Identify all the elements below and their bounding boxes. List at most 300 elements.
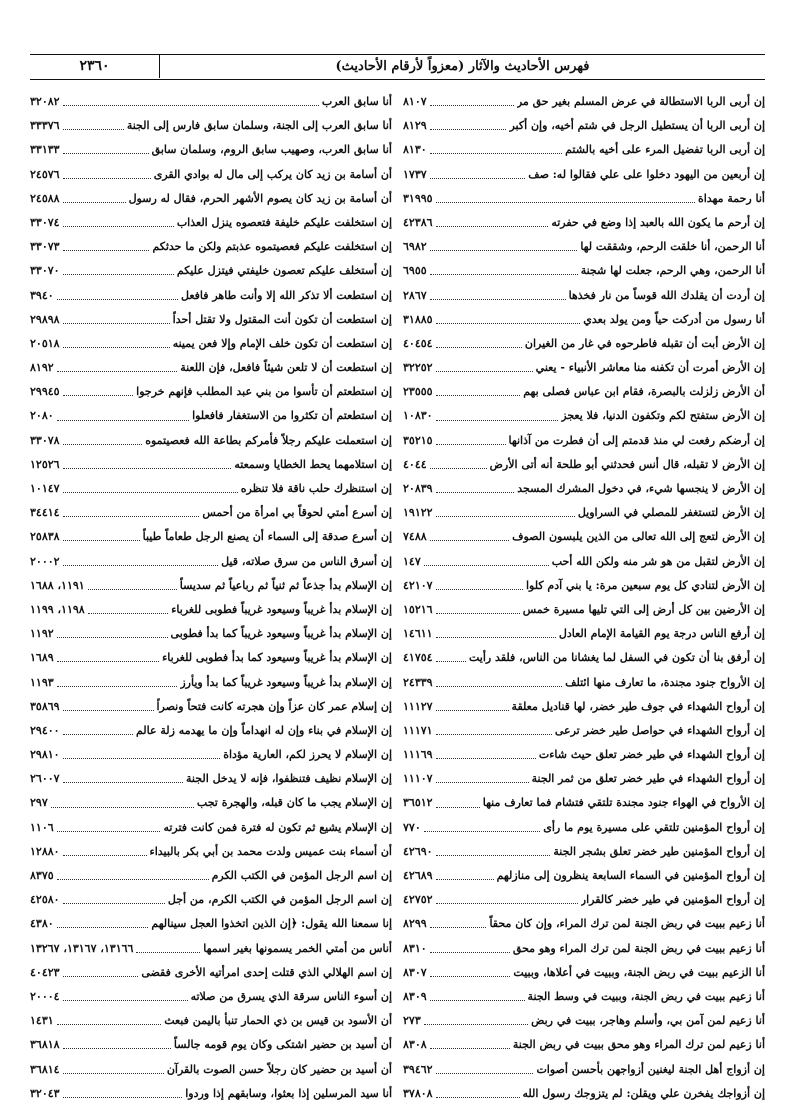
entry-reference: ٢٩٨٩٨ [30,312,60,326]
entry-text: إن أربى الربا أن يستطيل الرجل في شتم أخيه، وإن أكبر [509,119,765,133]
index-entry [30,1033,392,1057]
leader-dots [436,201,695,203]
entry-text: إن أرواح المؤمنين طير خضر تعلق بشجر الجنة [553,844,765,858]
entry-text: إن أرفق بنا أن تكون في السفل لما يغشانا من الناس، فلقد رأيت [469,651,765,665]
index-entry [403,380,765,404]
leader-dots [436,443,506,445]
entry-text: أنا زعيم ببيت في ربض الجنة، وببيت في وسط الجنة [527,989,765,1003]
entry-reference: ٢٨٦٧ [403,288,427,302]
entry-text: إن استخلفت عليكم فعصيتموه عذبتم ولكن ما حدثكم [152,240,392,254]
entry-reference: ١١٩١، ١٦٨٨ [30,578,85,592]
entry-reference: ٨٣٠٩ [403,989,427,1003]
entry-reference: ١٠١٤٧ [30,482,60,495]
leader-dots [430,467,487,469]
leader-dots [57,926,149,928]
leader-dots [63,152,149,154]
entry-text: إن الإسلام يشيع ثم تكون له فترة فمن كانت فترته [163,820,392,834]
entry-text: إن إسلام عمر كان عزاً وإن هجرته كانت فتحاً ونصراً [156,699,392,713]
leader-dots [63,539,140,541]
entry-text: أنا الزعيم ببيت في ربض الجنة، وببيت في أعلاها، وببيت [513,965,765,979]
entry-reference: ٣٩٤٠ [30,288,54,302]
entry-text: إن الأرض لتستغفر للمصلي في السراويل [577,506,765,520]
index-entry [403,622,765,646]
entry-text: إن الأرض لا تقبله، قال أنس فحدثني أبو طلحة أنه أتى الأرض [489,457,765,471]
entry-text: إن استطعتم أن تأسوا من بني عبد المطلب فإنهم خرجوا [136,385,392,399]
entry-text: إن أرواح المؤمنين في طير خضر كالقرار [580,893,765,907]
index-entry [403,743,765,767]
index-entry [403,404,765,428]
index-entry [403,1082,765,1106]
leader-dots [430,1047,510,1049]
leader-dots [63,515,200,517]
entry-reference: ٢٠٠٠٤ [30,989,60,1003]
entry-reference: ٣٣١٣٣ [30,143,60,157]
leader-dots [63,346,170,348]
leader-dots [436,612,520,614]
entry-text: إن استنظرك حلب ناقة فلا تنظره [240,482,392,495]
entry-reference: ٢٩٧ [30,796,48,810]
index-entry [30,501,392,525]
index-entry [403,719,765,743]
leader-dots [63,975,139,977]
leader-dots [436,902,578,904]
leader-dots [436,1072,534,1074]
leader-dots [63,564,219,566]
entry-reference: ٣٥٨٦٩ [30,699,60,713]
entry-text: إن الأرض ستفتح لكم وتكفون الدنيا، فلا يعجز [561,409,765,423]
index-entry [403,429,765,453]
entry-text: أن الأسود بن قيس بن ذي الحمار تنبأ باليمن فبعث [164,1014,392,1028]
entry-reference: ٢٤٣٣٩ [403,675,433,689]
entry-reference: ٣٣٠٧٤ [30,215,60,229]
entry-text: إن الإسلام بدأ غريباً وسيعود غريباً كما بدأ ويأرز [180,675,392,689]
leader-dots [430,539,509,541]
index-entry [30,477,392,501]
entry-reference: ٣١٨٨٥ [403,312,433,326]
entry-text: إن الإسلام بدأ غريباً وسيعود كما بدأ فطوبى للغرباء [162,651,392,665]
leader-dots [57,660,159,662]
entry-text: إن أرواح المؤمنين في السماء السابعة ينظرون إلى منازلهم [496,869,765,882]
leader-dots [63,999,188,1001]
index-entry [403,90,765,114]
index-entry [30,404,392,428]
leader-dots [430,249,578,251]
index-entry [30,937,392,961]
entry-reference: ٢٠٥١٨ [30,336,60,350]
entry-text: إن استطعت أن تكون أنت المقتول ولا تقتل أحداً [172,312,392,326]
leader-dots [430,999,525,1001]
entry-reference: ٤٠٤٤ [403,457,427,471]
left-column [30,90,392,1106]
entry-reference: ١١٩٢ [30,627,54,641]
index-entry [30,646,392,670]
entry-text: إن أسرع صدقة إلى السماء أن يصنع الرجل طعاماً طيباً [142,530,392,544]
leader-dots [63,249,150,251]
entry-text: أنا الرحمن، أنا خلقت الرحم، وشققت لها [580,240,765,254]
entry-text: أن أسيد بن حضير اشتكى وكان يوم قومه جالساً [173,1038,392,1052]
entry-reference: ٨١٢٩ [403,119,427,133]
index-entry [30,114,392,138]
entry-reference: ٤٢٣٨٦ [403,215,433,229]
leader-dots [436,757,536,759]
entry-reference: ٣٣٣٧٦ [30,119,60,133]
leader-dots [436,1096,520,1098]
index-entry [403,163,765,187]
entry-text: إن أسرق الناس من سرق صلاته، قيل [221,554,392,568]
entry-text: أن أسامة بن زيد كان يركب إلى مال له بوادي القرى [153,167,392,181]
index-entry [30,574,392,598]
index-entry [30,525,392,549]
entry-text: إن الأرض لتقبل من هو شر منه ولكن الله أحب [551,554,765,568]
index-entry [30,1082,392,1106]
entry-text: إن اسم الرجل المؤمن في الكتب الكرم، من أجل [167,893,392,907]
entry-reference: ٢٠٨٣٩ [403,482,433,495]
entry-reference: ٣٢٠٤٣ [30,1086,60,1100]
leader-dots [436,370,533,372]
leader-dots [436,346,522,348]
index-entry [403,767,765,791]
leader-dots [436,781,529,783]
entry-reference: ٢٩٨١٠ [30,748,60,762]
entry-reference: ٢٤٥٧٦ [30,167,60,181]
leader-dots [57,685,178,687]
index-entry [403,525,765,549]
leader-dots [430,273,578,275]
entry-reference: ٧٧٠ [403,820,421,834]
entry-reference: ٦٩٨٢ [403,240,427,254]
entry-reference: ٣٢٢٥٢ [403,361,433,375]
page-title: فهرس الأحاديث والآثار (معزواً لأرقام الأحاديث) [335,59,590,74]
index-entry [30,356,392,380]
entry-reference: ٣٤٤١٤ [30,506,60,520]
entry-reference: ٨٢٩٩ [403,917,427,931]
entry-text: إن استعملت عليكم رجلاً فأمركم بطاعة الله فعصيتموه [145,433,392,447]
leader-dots [51,806,194,808]
leader-dots [63,902,165,904]
index-entry [30,743,392,767]
leader-dots [63,467,232,469]
leader-dots [436,878,494,880]
leader-dots [63,177,151,179]
index-entry [30,380,392,404]
leader-dots [136,951,200,953]
entry-reference: ٣٣٠٧٨ [30,433,60,447]
index-entry [30,888,392,912]
index-entry [403,1033,765,1057]
entry-text: إن أزواج أهل الجنة ليغنين أزواجهن بأحسن أصوات [536,1062,765,1076]
index-entry [30,719,392,743]
leader-dots [436,806,480,808]
page-header [30,54,765,80]
entry-text: إن الأرواح جنود مجندة، ما تعارف منها ائتلف [565,675,765,689]
index-page [30,54,765,1100]
entry-reference: ٢٤٥٨٨ [30,191,60,205]
leader-dots [88,588,177,590]
leader-dots [436,660,466,662]
entry-text: أنا زعيم لمن ترك المراء وهو محق ببيت في ربض الجنة [512,1038,765,1052]
leader-dots [63,443,143,445]
leader-dots [424,830,541,832]
entry-reference: ١١٩٨، ١١٩٩ [30,602,85,616]
index-entry [30,429,392,453]
entry-text: إن الأرض أمرت أن تكفنه منا معاشر الأنبياء - يعني [535,361,765,375]
entry-reference: ١٢٥٢٦ [30,457,60,471]
leader-dots [63,104,319,106]
leader-dots [88,612,169,614]
leader-dots [57,830,161,832]
index-entry [403,574,765,598]
entry-reference: ١٥٢١٦ [403,602,433,616]
entry-text: إن الإسلام يجب ما كان قبله، والهجرة تجب [196,796,392,810]
entry-text: إن أرواح المؤمنين تلتقي على مسيرة يوم ما رأى [543,820,765,834]
entry-reference: ٨٣٠٧ [403,965,427,979]
index-entry [403,453,765,477]
index-entry [403,356,765,380]
entry-text: إن أرواح الشهداء في حواصل طير خضر ترعى [554,723,765,737]
index-entry [30,90,392,114]
entry-reference: ٤٢٦٨٩ [403,869,433,882]
entry-reference: ٤٠٤٥٤ [403,336,433,350]
leader-dots [63,733,133,735]
leader-dots [436,419,559,421]
entry-text: إن أسوء الناس سرقة الذي يسرق من صلاته [190,989,392,1003]
entry-text: أن أسيد بن حضير كان رجلاً حسن الصوت بالقرآن [166,1062,392,1076]
leader-dots [57,298,178,300]
entry-reference: ٢٠٨٠ [30,409,54,423]
index-entry [30,453,392,477]
entry-reference: ١٦٨٩ [30,651,54,665]
leader-dots [63,1096,183,1098]
index-entry [30,332,392,356]
index-entry [30,912,392,936]
index-entry [403,912,765,936]
entry-text: إن اسم الهلالي الذي قتلت إحدى امرأتيه الأخرى فقضى [141,965,392,979]
entry-reference: ٣٦٥١٢ [403,796,433,810]
entry-text: أنا سابق العرب [321,95,392,108]
entry-text: أنا زعيم ببيت في ربض الجنة لمن ترك المراء، وإن كان محقاً [489,917,765,931]
entry-reference: ٤٠٤٢٣ [30,965,60,979]
leader-dots [63,128,124,130]
leader-dots [57,1023,162,1025]
index-entry [403,1058,765,1082]
entry-text: إن الإسلام بدأ غريباً وسيعود غريباً فطوبى للغرباء [171,602,392,616]
entry-text: إن أستخلف عليكم تعصون خليفتي فيتزل عليكم [176,264,392,278]
entry-text: أن الأرض زلزلت بالبصرة، فقام ابن عباس فصلى بهم [523,385,765,399]
leader-dots [430,975,511,977]
leader-dots [430,177,526,179]
entry-reference: ٤٢١٠٧ [403,578,433,592]
leader-dots [436,394,521,396]
entry-text: إن أردت أن يقلدك الله قوساً من نار فخذها [568,288,765,302]
index-entry [30,138,392,162]
index-entry [403,477,765,501]
index-entry [403,888,765,912]
index-entry [30,840,392,864]
entry-text: إن استطعت أن لا تلعن شيئاً فافعل، فإن اللعنة [180,361,392,375]
index-entry [30,308,392,332]
index-entry [403,961,765,985]
entry-text: إن أرضكم رفعت لي منذ قدمتم إلى أن فطرت من آذانها [508,433,765,447]
leader-dots [63,781,183,783]
leader-dots [436,322,581,324]
page-number: ٢٣٦٠ [30,55,160,78]
index-entry [30,284,392,308]
leader-dots [57,370,178,372]
entry-reference: ٢٩٤٠٠ [30,723,60,737]
entry-reference: ٣١٩٩٥ [403,191,433,205]
entry-reference: ٢٣٥٥٥ [403,385,433,399]
entry-text: أن أسماء بنت عميس ولدت محمد بن أبي بكر بالبيداء [149,844,392,858]
index-entry [403,816,765,840]
entry-text: إنا سمعنا الله يقول: ﴿إن الذين اتخذوا العجل سينالهم [151,917,392,931]
leader-dots [63,491,238,493]
leader-dots [63,854,147,856]
index-entry [30,211,392,235]
entry-reference: ٤١٧٥٤ [403,651,433,665]
entry-text: إن الإسلام في بناء وإن له انهداماً وإن ما يهدمه زلة عالم [135,723,392,737]
entry-reference: ٨١٣٠ [403,143,427,157]
entry-reference: ٨٣٧٥ [30,869,54,882]
entry-text: أناس من أمتي الخمر يسمونها بغير اسمها [203,941,392,955]
index-entry [30,767,392,791]
entry-text: إن الأرواح في الهواء جنود مجندة تلتقي فتشام فما تعارف منها [482,796,765,810]
entry-reference: ١١١٢٧ [403,699,433,713]
leader-dots [424,564,549,566]
entry-text: أنا زعيم ببيت في ربض الجنة لمن ترك المراء وهو محق [512,941,765,955]
entry-text: أن أسامة بن زيد كان يصوم الأشهر الحرم، فقال له رسول [128,191,392,205]
index-entry [403,864,765,888]
entry-text: إن الإسلام بدأ جذعاً ثم ثنياً ثم رباعياً ثم سديساً [179,578,392,592]
entry-text: إن أرواح الشهداء في طير خضر تعلق حيث شاءت [538,748,765,762]
index-entry [403,840,765,864]
index-entry [30,598,392,622]
entry-reference: ٢٦٠٠٧ [30,772,60,786]
entry-reference: ٢٥٨٣٨ [30,530,60,544]
entry-reference: ١١١٦٩ [403,748,433,762]
entry-reference: ٦٩٥٥ [403,264,427,278]
entry-text: إن الإسلام بدأ غريباً وسيعود غريباً كما بدأ فطوبى [170,627,392,641]
leader-dots [430,926,487,928]
entry-reference: ١٢٨٨٠ [30,844,60,858]
leader-dots [63,225,174,227]
leader-dots [424,1023,528,1025]
entry-text: إن استخلفت عليكم خليفة فتعصوه ينزل العذاب [176,215,392,229]
entry-text: إن أربى الربا الاستطالة في عرض المسلم بغير حق مر [516,95,765,108]
index-entry [403,211,765,235]
leader-dots [436,854,551,856]
entry-text: أنا سابق العرب، وصهيب سابق الروم، وسلمان سابق [151,143,392,157]
index-entry [403,501,765,525]
index-entry [30,550,392,574]
entry-text: إن أرحم ما يكون الله بالعبد إذا وضع في حفرته [551,215,765,229]
entry-reference: ١٧٣٧ [403,167,427,181]
index-entry [403,791,765,815]
entry-text: أنا سابق العرب إلى الجنة، وسلمان سابق فارس إلى الجنة [126,119,392,133]
leader-dots [63,322,170,324]
index-entry [403,695,765,719]
entry-reference: ١١٩٣ [30,675,54,689]
entry-reference: ١٤٧ [403,554,421,568]
entry-reference: ٤٣٨٠ [30,917,54,931]
entry-reference: ٨٣٠٨ [403,1038,427,1052]
leader-dots [436,709,509,711]
entry-reference: ١١١٠٧ [403,772,433,786]
index-entry [30,816,392,840]
leader-dots [63,1072,164,1074]
entry-text: إن اسم الرجل المؤمن في الكتب الكرم [211,869,392,882]
leader-dots [436,636,556,638]
entry-reference: ٣٦٨١٨ [30,1038,60,1052]
entry-text: إن استطعت أن تكون خلف الإمام وإلا فعن يمينه [172,336,392,350]
entry-reference: ٨١٩٢ [30,361,54,375]
entry-reference: ٣٣٠٧٠ [30,264,60,278]
index-entry [403,646,765,670]
entry-text: أنا رسول من أدركت حياً ومن يولد بعدي [583,312,765,326]
index-entry [403,235,765,259]
leader-dots [57,878,209,880]
entry-reference: ٨١٠٧ [403,95,427,108]
entry-reference: ٤٢٥٨٠ [30,893,60,907]
entry-text: إن الأرض لتنادي كل يوم سبعين مرة: يا بني آدم كلوا [525,578,765,592]
leader-dots [63,273,174,275]
entry-text: إن أرواح الشهداء في جوف طير خضر، لها قناديل معلقة [511,699,765,713]
entry-reference: ٧٤٨٨ [403,530,427,544]
entry-text: أنا الرحمن، وهي الرحم، جعلت لها شجنة [580,264,765,278]
entry-text: إن الإسلام نظيف فتنظفوا، فإنه لا يدخل الجنة [186,772,392,786]
index-entry [30,671,392,695]
entry-reference: ٣٣٠٧٣ [30,240,60,254]
entry-reference: ٣٦٨١٤ [30,1062,60,1076]
entry-text: إن أرواح الشهداء في طير خضر تعلق من ثمر الجنة [531,772,765,786]
leader-dots [63,709,154,711]
index-entry [30,259,392,283]
index-entry [30,1058,392,1082]
index-entry [403,138,765,162]
leader-dots [63,394,134,396]
index-entry [403,114,765,138]
entry-reference: ١٤٦١١ [403,627,433,641]
entry-reference: ١١٠٦ [30,820,54,834]
entry-text: إن الأرض أبت أن تقبله فاطرحوه في غار من الغيران [524,336,765,350]
leader-dots [436,225,549,227]
leader-dots [436,588,523,590]
index-entry [30,864,392,888]
index-entry [403,259,765,283]
entry-reference: ٢٩٩٤٥ [30,385,60,399]
entry-reference: ١٠٨٣٠ [403,409,433,423]
entry-reference: ١٣١٦٦، ١٣١٦٧، ١٣٢٦٧ [30,941,134,955]
index-entry [403,985,765,1009]
leader-dots [436,515,575,517]
leader-dots [436,733,552,735]
index-entry [30,235,392,259]
index-entry [30,187,392,211]
index-entry [403,598,765,622]
index-entry [403,671,765,695]
entry-text: إن أرفع الناس درجة يوم القيامة الإمام العادل [558,627,765,641]
entry-reference: ٤٢٦٩٠ [403,844,433,858]
leader-dots [430,152,562,154]
entry-text: إن الأرض لتعج إلى الله تعالى من الذين يلبسون الصوف [512,530,765,544]
leader-dots [57,636,168,638]
entry-text: إن الأرضين بين كل أرض إلى التي تليها مسيرة خمس [522,602,765,616]
right-column [403,90,765,1106]
leader-dots [436,685,563,687]
entry-reference: ١٤٣١ [30,1014,54,1028]
entry-reference: ٢٧٣ [403,1014,421,1028]
entry-reference: ١١١٧١ [403,723,433,737]
entry-reference: ١٩١٢٢ [403,506,433,520]
